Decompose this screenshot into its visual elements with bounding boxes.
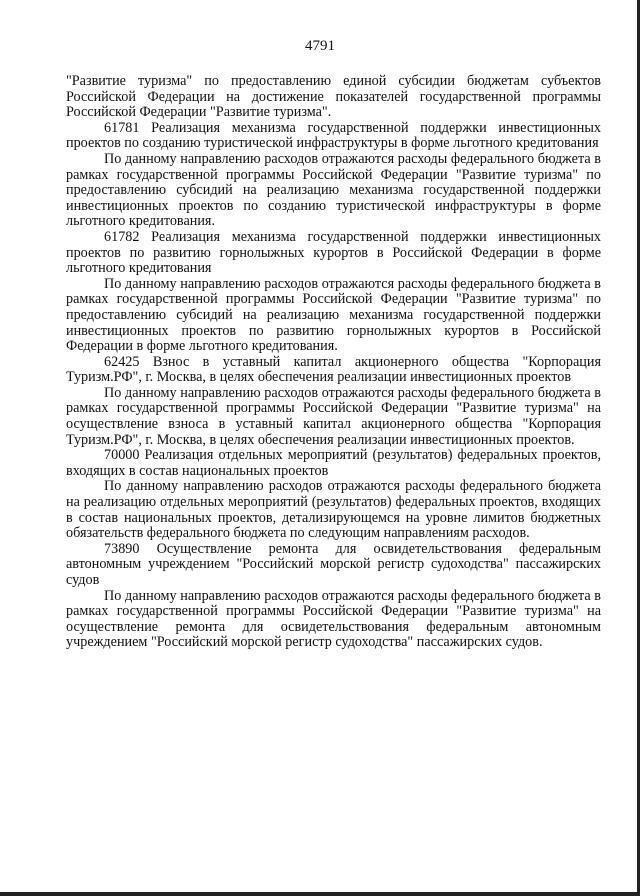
paragraph: 70000 Реализация отдельных мероприятий (результатов) федеральных проектов, входящих в состав национальных проектов <box>66 447 601 479</box>
paragraph: По данному направлению расходов отражаются расходы федерального бюджета в рамках государственной программы Российской Федерации "Развитие туризма" на осуществление ремонта для освидетельствования федеральным автономным учреждением "Российский морской регистр судоходства" пассажирских судов. <box>66 587 601 651</box>
paragraph: По данному направлению расходов отражаются расходы федерального бюджета в рамках государственной программы Российской Федерации "Развитие туризма" на осуществление взноса в уставный капитал акционерного общества "Корпорация Туризм.РФ", г. Москва, в целях обеспечения реализации инвестиционных проектов. <box>66 384 601 448</box>
paragraph: 61782 Реализация механизма государственной поддержки инвестиционных проектов по развитию горнолыжных курортов в Российской Федерации в форме льготного кредитования <box>66 228 601 277</box>
paragraph: "Развитие туризма" по предоставлению единой субсидии бюджетам субъектов Российской Федерации на достижение показателей государственной программы Российской Федерации "Развитие туризма". <box>66 73 601 121</box>
document-body <box>66 74 601 651</box>
paragraph: По данному направлению расходов отражаются расходы федерального бюджета на реализацию отдельных мероприятий (результатов) федеральных проектов, входящих в состав национальных проектов, детализирующемся на уровне лимитов бюджетных обязательств федерального бюджета по следующим направлениям расходов. <box>66 478 601 542</box>
paragraph: 62425 Взнос в уставный капитал акционерного общества "Корпорация Туризм.РФ", г. Москва, в целях обеспечения реализации инвестиционных проектов <box>66 353 601 386</box>
scan-edge-bottom <box>0 892 640 896</box>
paragraph: 61781 Реализация механизма государственной поддержки инвестиционных проектов по созданию туристической инфраструктуры в форме льготного кредитования <box>66 119 601 152</box>
paragraph: 73890 Осуществление ремонта для освидетельствования федеральным автономным учреждением "Российский морской регистр судоходства" пассажирских судов <box>66 540 601 588</box>
page-number: 4791 <box>305 38 335 54</box>
paragraph: По данному направлению расходов отражаются расходы федерального бюджета в рамках государственной программы Российской Федерации "Развитие туризма" по предоставлению субсидий на реализацию механизма государственной поддержки инвестиционных проектов по развитию горнолыжных курортов в Российской Федерации в форме льготного кредитования. <box>66 275 601 355</box>
paragraph: По данному направлению расходов отражаются расходы федерального бюджета в рамках государственной программы Российской Федерации "Развитие туризма" по предоставлению субсидий на реализацию механизма государственной поддержки инвестиционных проектов по созданию туристической инфраструктуры в форме льготного кредитования. <box>66 150 601 230</box>
